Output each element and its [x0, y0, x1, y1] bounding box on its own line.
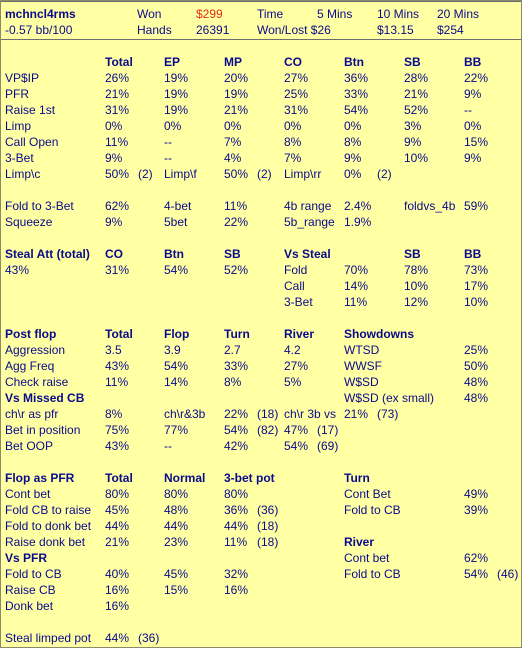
stat-cell: 27%	[284, 359, 309, 373]
stat-cell: 44%	[105, 631, 130, 645]
stat-cell: 44%	[164, 519, 189, 533]
stat-cell: 50%	[224, 167, 249, 181]
stat-cell: 50%	[105, 167, 130, 181]
stat-cell: --	[464, 103, 472, 117]
won-lost-10: $13.15	[377, 23, 414, 37]
stat-cell: 11%	[344, 295, 368, 309]
stat-cell: 8%	[224, 375, 242, 389]
stat-cell: 45%	[105, 503, 130, 517]
stat-cell: 54%	[464, 567, 489, 581]
pfr-col-total: Total	[105, 471, 133, 485]
stat-cell: 52%	[404, 103, 429, 117]
stat-cell: 3.9	[164, 343, 181, 357]
vs-steal-call-label: Call	[284, 279, 305, 293]
stat-cell: 45%	[164, 567, 189, 581]
stat-cell: 23%	[164, 535, 189, 549]
stat-cell: 20%	[224, 71, 249, 85]
vs-steal-col-sb: SB	[404, 247, 421, 261]
stat-cell: 43%	[105, 359, 130, 373]
postflop-col-turn: Turn	[224, 327, 250, 341]
stat-cell: 59%	[464, 199, 489, 213]
stat-cell: 0%	[284, 119, 302, 133]
bet-in-position-label: Bet in position	[5, 423, 81, 437]
col-total: Total	[105, 55, 133, 69]
sample-count: (82)	[257, 423, 279, 437]
stat-cell: 43%	[105, 439, 130, 453]
bb-per-100: -0.57 bb/100	[5, 23, 73, 37]
stat-cell: 21%	[105, 535, 130, 549]
stat-cell: --	[164, 439, 172, 453]
stat-cell: 36%	[224, 503, 249, 517]
time-20-label: 20 Mins	[437, 7, 480, 21]
stat-cell: 15%	[464, 135, 489, 149]
stat-cell: 80%	[224, 487, 249, 501]
top-separator	[1, 1, 521, 2]
stat-cell: 31%	[105, 103, 130, 117]
stat-cell: 19%	[164, 71, 189, 85]
stat-cell: 31%	[284, 103, 309, 117]
col-mp: MP	[224, 55, 242, 69]
stat-cell: 0%	[344, 167, 362, 181]
stat-cell: 11%	[105, 375, 129, 389]
stat-cell: 73%	[464, 263, 489, 277]
fold-cb-to-raise-label: Fold CB to raise	[5, 503, 92, 517]
five-bet-range-label: 5b_range	[284, 215, 335, 229]
stat-cell: 0%	[164, 119, 182, 133]
stat-cell: 21%	[344, 407, 369, 421]
limp-reraise-label: Limp\rr	[284, 167, 322, 181]
stat-cell: 4.2	[284, 343, 301, 357]
col-btn: Btn	[344, 55, 364, 69]
row-pfr-label: PFR	[5, 87, 29, 101]
stat-cell: 54%	[284, 439, 309, 453]
col-bb: BB	[464, 55, 482, 69]
stat-cell: 8%	[344, 135, 362, 149]
stat-cell: 8%	[105, 407, 123, 421]
stat-cell: 1.9%	[344, 215, 372, 229]
stat-cell: 19%	[224, 87, 249, 101]
vs-steal-3bet-label: 3-Bet	[284, 295, 313, 309]
stat-cell: 78%	[404, 263, 429, 277]
stat-cell: 10%	[404, 151, 429, 165]
stat-cell: 21%	[404, 87, 429, 101]
five-bet-label: 5bet	[164, 215, 188, 229]
donk-bet-label: Donk bet	[5, 599, 54, 613]
stat-cell: 16%	[105, 583, 130, 597]
stat-cell: 11%	[224, 535, 248, 549]
river-header: River	[344, 535, 375, 549]
stat-cell: 15%	[164, 583, 189, 597]
steal-limped-pot-label: Steal limped pot	[5, 631, 92, 645]
row-3bet-label: 3-Bet	[5, 151, 34, 165]
stat-cell: 75%	[105, 423, 130, 437]
won-label: Won	[137, 7, 162, 21]
stat-cell: 25%	[284, 87, 309, 101]
stat-cell: 9%	[404, 135, 422, 149]
stat-cell: 2.4%	[344, 199, 372, 213]
four-bet-label: 4-bet	[164, 199, 192, 213]
stat-cell: 9%	[105, 215, 123, 229]
time-label: Time	[257, 7, 284, 21]
cont-bet-label: Cont bet	[5, 487, 51, 501]
fold-to-3bet-label: Fold to 3-Bet	[5, 199, 74, 213]
stat-cell: 39%	[464, 503, 489, 517]
stat-cell: 54%	[164, 359, 189, 373]
stat-cell: 31%	[105, 263, 130, 277]
vs-missed-cb-header: Vs Missed CB	[5, 391, 85, 405]
postflop-col-river: River	[284, 327, 315, 341]
turn-header: Turn	[344, 471, 370, 485]
steal-col-btn: Btn	[164, 247, 184, 261]
stat-cell: 0%	[224, 119, 242, 133]
stat-cell: 14%	[164, 375, 189, 389]
stat-cell: 11%	[224, 199, 248, 213]
raise-donk-label: Raise donk bet	[5, 535, 86, 549]
stat-cell: 12%	[404, 295, 429, 309]
pfr-col-normal: Normal	[164, 471, 206, 485]
showdowns-header: Showdowns	[344, 327, 414, 341]
header-separator	[1, 39, 521, 40]
stat-cell: 8%	[284, 135, 302, 149]
stat-cell: 22%	[224, 215, 249, 229]
stat-cell: 22%	[464, 71, 489, 85]
turn-cont-bet-label: Cont Bet	[344, 487, 391, 501]
row-vpip-label: VP$IP	[5, 71, 40, 85]
stat-cell: 27%	[284, 71, 309, 85]
stat-cell: 25%	[464, 343, 489, 357]
sample-count: (2)	[138, 167, 153, 181]
won-lost-label: Won/Lost $26	[257, 23, 331, 37]
river-cont-bet-label: Cont bet	[344, 551, 390, 565]
stat-cell: 54%	[164, 263, 189, 277]
stat-cell: 32%	[224, 567, 249, 581]
sample-count: (2)	[377, 167, 392, 181]
stat-cell: 10%	[464, 295, 489, 309]
stat-cell: 48%	[464, 391, 489, 405]
postflop-col-total: Total	[105, 327, 133, 341]
four-bet-range-label: 4b range	[284, 199, 332, 213]
stat-cell: 0%	[105, 119, 123, 133]
stat-cell: 0%	[464, 119, 482, 133]
vs-pfr-header: Vs PFR	[5, 551, 48, 565]
stat-cell: 0%	[344, 119, 362, 133]
stat-cell: 43%	[5, 263, 30, 277]
raise-cb-label: Raise CB	[5, 583, 56, 597]
vs-steal-fold-label: Fold	[284, 263, 308, 277]
stat-cell: 80%	[164, 487, 189, 501]
stat-cell: 70%	[344, 263, 369, 277]
stat-cell: 9%	[105, 151, 123, 165]
stat-cell: 28%	[404, 71, 429, 85]
stat-cell: 14%	[344, 279, 369, 293]
stat-cell: --	[164, 135, 172, 149]
won-lost-20: $254	[437, 23, 464, 37]
row-limp-label: Limp	[5, 119, 32, 133]
sample-count: (18)	[257, 519, 279, 533]
steal-col-co: CO	[105, 247, 123, 261]
stat-cell: 48%	[164, 503, 189, 517]
aggression-label: Aggression	[5, 343, 66, 357]
stat-cell: 33%	[224, 359, 249, 373]
time-10-label: 10 Mins	[377, 7, 420, 21]
stat-cell: 26%	[105, 71, 130, 85]
time-5-label: 5 Mins	[317, 7, 353, 21]
stat-cell: 3%	[404, 119, 422, 133]
stat-cell: 44%	[224, 519, 249, 533]
sample-count: (46)	[497, 567, 519, 581]
hands-value: 26391	[196, 23, 230, 37]
stat-cell: 62%	[464, 551, 489, 565]
stat-cell: 40%	[105, 567, 130, 581]
row-raise-first-label: Raise 1st	[5, 103, 56, 117]
sample-count: (2)	[257, 167, 272, 181]
stat-cell: 16%	[105, 599, 130, 613]
steal-col-sb: SB	[224, 247, 241, 261]
stat-cell: 11%	[105, 135, 129, 149]
col-ep: EP	[164, 55, 181, 69]
col-co: CO	[284, 55, 302, 69]
chr-as-pfr-label: ch\r as pfr	[5, 407, 59, 421]
stat-cell: 36%	[344, 71, 369, 85]
check-raise-label: Check raise	[5, 375, 69, 389]
stat-cell: 50%	[464, 359, 489, 373]
stat-cell: 16%	[224, 583, 249, 597]
hands-label: Hands	[137, 23, 172, 37]
stat-cell: 2.7	[224, 343, 241, 357]
sample-count: (18)	[257, 535, 279, 549]
stat-cell: 9%	[464, 151, 482, 165]
fold-to-donk-label: Fold to donk bet	[5, 519, 92, 533]
stat-cell: 52%	[224, 263, 249, 277]
pfr-col-3bet-pot: 3-bet pot	[224, 471, 275, 485]
wwsf-label: WWSF	[344, 359, 382, 373]
stat-cell: 80%	[105, 487, 130, 501]
sample-count: (36)	[257, 503, 279, 517]
chr-3b-vs-label: ch\r 3b vs	[284, 407, 337, 421]
stat-cell: 17%	[464, 279, 489, 293]
fold-vs-4bet-label: foldvs_4b	[404, 199, 456, 213]
sample-count: (36)	[138, 631, 160, 645]
sample-count: (73)	[377, 407, 399, 421]
stat-cell: 19%	[164, 103, 189, 117]
sample-count: (69)	[317, 439, 339, 453]
stat-cell: 21%	[105, 87, 130, 101]
fold-to-cb-label: Fold to CB	[5, 567, 62, 581]
stat-cell: 54%	[224, 423, 249, 437]
agg-freq-label: Agg Freq	[5, 359, 55, 373]
row-call-open-label: Call Open	[5, 135, 59, 149]
stat-cell: --	[164, 151, 172, 165]
stat-cell: 22%	[224, 407, 249, 421]
stat-cell: 49%	[464, 487, 489, 501]
stat-cell: 21%	[224, 103, 249, 117]
col-sb: SB	[404, 55, 421, 69]
chr-3b-label: ch\r&3b	[164, 407, 206, 421]
stat-cell: 7%	[224, 135, 242, 149]
river-fold-to-cb-label: Fold to CB	[344, 567, 401, 581]
stat-cell: 7%	[284, 151, 302, 165]
stat-cell: 19%	[164, 87, 189, 101]
stat-cell: 9%	[464, 87, 482, 101]
limp-call-label: Limp\c	[5, 167, 41, 181]
postflop-header: Post flop	[5, 327, 57, 341]
wsd-ex-small-label: W$SD (ex small)	[344, 391, 435, 405]
stat-cell: 47%	[284, 423, 309, 437]
stat-cell: 44%	[105, 519, 130, 533]
stat-cell: 33%	[344, 87, 369, 101]
limp-fold-label: Limp\f	[164, 167, 197, 181]
stat-cell: 77%	[164, 423, 189, 437]
flop-as-pfr-header: Flop as PFR	[5, 471, 75, 485]
stat-cell: 42%	[224, 439, 249, 453]
sample-count: (17)	[317, 423, 339, 437]
stat-cell: 5%	[284, 375, 302, 389]
won-value: $299	[196, 7, 223, 21]
stat-cell: 62%	[105, 199, 130, 213]
postflop-col-flop: Flop	[164, 327, 190, 341]
wtsd-label: WTSD	[344, 343, 380, 357]
bet-oop-label: Bet OOP	[5, 439, 54, 453]
wsd-label: W$SD	[344, 375, 379, 389]
vs-steal-col-bb: BB	[464, 247, 482, 261]
squeeze-label: Squeeze	[5, 215, 53, 229]
sample-count: (18)	[257, 407, 279, 421]
stat-cell: 48%	[464, 375, 489, 389]
stat-cell: 54%	[344, 103, 369, 117]
steal-att-header: Steal Att (total)	[5, 247, 90, 261]
stat-cell: 3.5	[105, 343, 122, 357]
stat-cell: 9%	[344, 151, 362, 165]
stat-cell: 10%	[404, 279, 429, 293]
vs-steal-header: Vs Steal	[284, 247, 331, 261]
stat-cell: 4%	[224, 151, 242, 165]
player-name[interactable]: mchncl4rms	[5, 7, 76, 21]
turn-fold-to-cb-label: Fold to CB	[344, 503, 401, 517]
